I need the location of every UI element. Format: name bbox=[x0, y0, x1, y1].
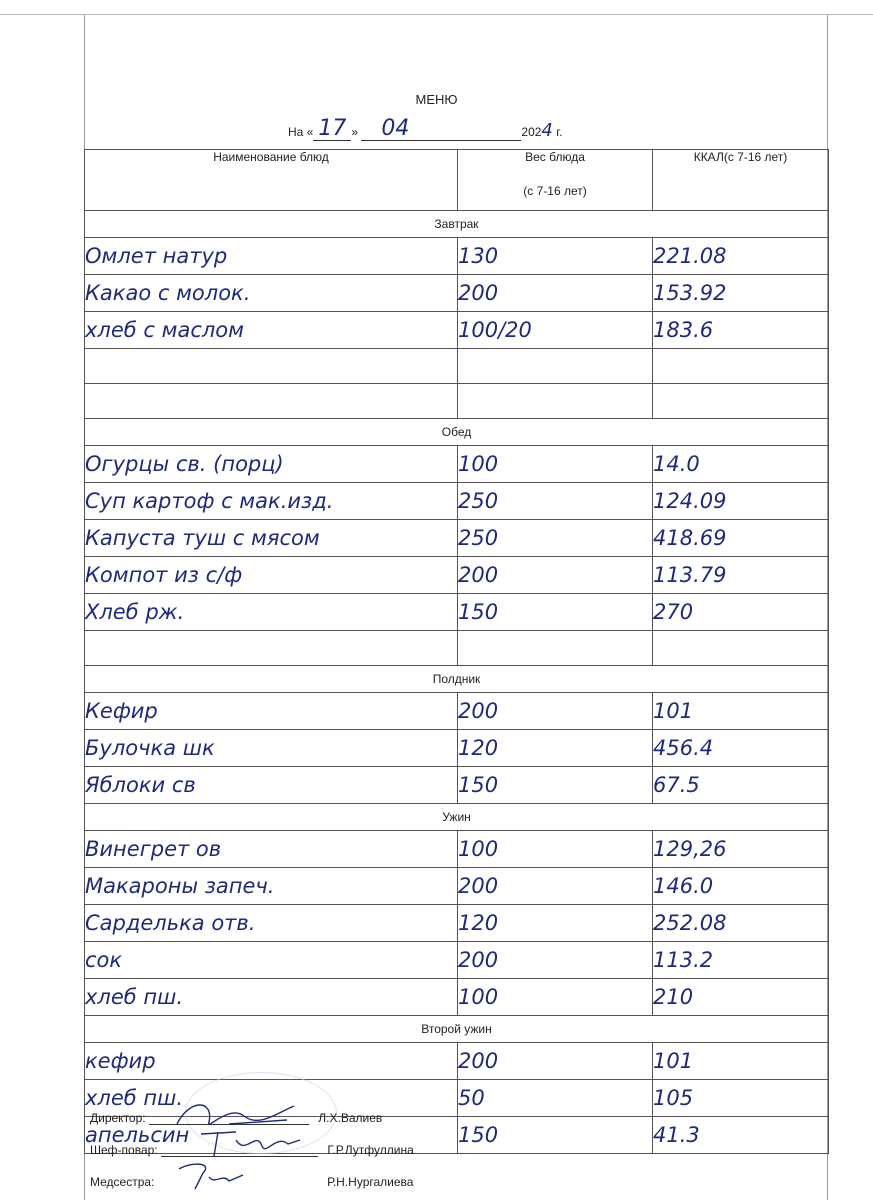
dish-kcal: 101 bbox=[653, 1043, 829, 1080]
dish-kcal: 101 bbox=[653, 693, 829, 730]
dish-name: Суп картоф с мак.изд. bbox=[85, 483, 458, 520]
section-row-dinner bbox=[85, 804, 829, 831]
dish-name: кефир bbox=[85, 1043, 458, 1080]
section-title: Обед bbox=[85, 419, 829, 446]
dish-name: хлеб пш. bbox=[85, 1080, 458, 1117]
empty-cell bbox=[85, 631, 458, 666]
director-label: Директор: bbox=[90, 1111, 146, 1125]
chef-label: Шеф-повар: bbox=[90, 1143, 158, 1157]
dish-weight: 100/20 bbox=[458, 312, 653, 349]
empty-cell bbox=[653, 631, 829, 666]
table-row bbox=[85, 238, 829, 275]
dish-kcal: 113.79 bbox=[653, 557, 829, 594]
dish-name: апельсин bbox=[85, 1117, 458, 1154]
empty-row bbox=[85, 631, 829, 666]
table-row bbox=[85, 483, 829, 520]
dish-name: Какао с молок. bbox=[85, 275, 458, 312]
director-signature-blank bbox=[149, 1110, 309, 1125]
table-row bbox=[85, 831, 829, 868]
empty-cell bbox=[458, 384, 653, 419]
section-row-lunch bbox=[85, 419, 829, 446]
table-row bbox=[85, 767, 829, 804]
dish-name: Винегрет ов bbox=[85, 831, 458, 868]
dish-name: Сарделька отв. bbox=[85, 905, 458, 942]
dish-name: Яблоки св bbox=[85, 767, 458, 804]
nurse-signature bbox=[173, 1159, 253, 1193]
dish-name: сок bbox=[85, 942, 458, 979]
header-weight-sub: (с 7-16 лет) bbox=[523, 184, 587, 198]
dish-kcal: 418.69 bbox=[653, 520, 829, 557]
dish-name: Хлеб рж. bbox=[85, 594, 458, 631]
dish-kcal: 14.0 bbox=[653, 446, 829, 483]
dish-weight: 200 bbox=[458, 693, 653, 730]
dish-kcal: 456.4 bbox=[653, 730, 829, 767]
dish-weight: 100 bbox=[458, 831, 653, 868]
header-kcal: ККАЛ(с 7-16 лет) bbox=[653, 150, 829, 211]
date-suffix: г. bbox=[556, 125, 563, 139]
nurse-name: Р.Н.Нургалиева bbox=[327, 1175, 414, 1189]
table-row bbox=[85, 979, 829, 1016]
date-prefix: На « bbox=[288, 125, 314, 139]
chef-name: Г.Р.Лутфуллина bbox=[327, 1143, 414, 1157]
section-title: Полдник bbox=[85, 666, 829, 693]
section-title: Завтрак bbox=[85, 211, 829, 238]
dish-weight: 100 bbox=[458, 446, 653, 483]
dish-name: Кефир bbox=[85, 693, 458, 730]
table-row bbox=[85, 446, 829, 483]
header-row bbox=[85, 150, 829, 211]
table-row bbox=[85, 594, 829, 631]
empty-row bbox=[85, 384, 829, 419]
section-title: Второй ужин bbox=[85, 1016, 829, 1043]
date-month: 04 bbox=[361, 118, 521, 141]
dish-name: хлеб с маслом bbox=[85, 312, 458, 349]
empty-cell bbox=[653, 384, 829, 419]
date-year-digit: 4 bbox=[541, 120, 553, 141]
empty-cell bbox=[458, 631, 653, 666]
header-weight-label: Вес блюда bbox=[525, 150, 585, 164]
table-row bbox=[85, 730, 829, 767]
empty-cell bbox=[85, 349, 458, 384]
dish-weight: 200 bbox=[458, 1043, 653, 1080]
date-close: » bbox=[351, 125, 359, 139]
dish-weight: 130 bbox=[458, 238, 653, 275]
director-name: Л.Х.Валиев bbox=[318, 1111, 383, 1125]
date-year-prefix: 202 bbox=[521, 125, 542, 139]
section-title: Ужин bbox=[85, 804, 829, 831]
table-row bbox=[85, 868, 829, 905]
empty-cell bbox=[653, 349, 829, 384]
dish-weight: 120 bbox=[458, 905, 653, 942]
dish-name: Капуста туш с мясом bbox=[85, 520, 458, 557]
dish-name: Компот из с/ф bbox=[85, 557, 458, 594]
dish-weight: 120 bbox=[458, 730, 653, 767]
dish-weight: 100 bbox=[458, 979, 653, 1016]
table-row bbox=[85, 312, 829, 349]
table-row bbox=[85, 942, 829, 979]
table-row bbox=[85, 557, 829, 594]
table-row bbox=[85, 693, 829, 730]
dish-weight: 200 bbox=[458, 942, 653, 979]
dish-kcal: 270 bbox=[653, 594, 829, 631]
dish-weight: 150 bbox=[458, 594, 653, 631]
empty-cell bbox=[85, 384, 458, 419]
empty-cell bbox=[458, 349, 653, 384]
date-day: 17 bbox=[313, 118, 351, 141]
dish-kcal: 124.09 bbox=[653, 483, 829, 520]
chef-signature-blank bbox=[161, 1142, 318, 1157]
section-row-breakfast bbox=[85, 211, 829, 238]
menu-table bbox=[84, 149, 829, 1154]
dish-kcal: 252.08 bbox=[653, 905, 829, 942]
dish-weight: 200 bbox=[458, 557, 653, 594]
dish-name: хлеб пш. bbox=[85, 979, 458, 1016]
dish-weight: 200 bbox=[458, 275, 653, 312]
dish-kcal: 105 bbox=[653, 1080, 829, 1117]
header-weight bbox=[458, 150, 653, 211]
dish-kcal: 67.5 bbox=[653, 767, 829, 804]
dish-kcal: 210 bbox=[653, 979, 829, 1016]
dish-kcal: 153.92 bbox=[653, 275, 829, 312]
page-title: МЕНЮ bbox=[415, 92, 458, 107]
dish-name: Макароны запеч. bbox=[85, 868, 458, 905]
date-line bbox=[288, 118, 562, 141]
empty-row bbox=[85, 349, 829, 384]
dish-kcal: 113.2 bbox=[653, 942, 829, 979]
dish-kcal: 221.08 bbox=[653, 238, 829, 275]
chef-signature-line bbox=[90, 1142, 414, 1157]
section-row-snack bbox=[85, 666, 829, 693]
section-row-second_dinner bbox=[85, 1016, 829, 1043]
dish-weight: 150 bbox=[458, 767, 653, 804]
table-row bbox=[85, 1043, 829, 1080]
dish-weight: 50 bbox=[458, 1080, 653, 1117]
dish-weight: 200 bbox=[458, 868, 653, 905]
dish-weight: 250 bbox=[458, 520, 653, 557]
chef-signature bbox=[196, 1126, 306, 1162]
dish-weight: 150 bbox=[458, 1117, 653, 1154]
table-row bbox=[85, 520, 829, 557]
menu-body bbox=[85, 211, 829, 1154]
dish-kcal: 183.6 bbox=[653, 312, 829, 349]
dish-kcal: 129,26 bbox=[653, 831, 829, 868]
dish-name: Булочка шк bbox=[85, 730, 458, 767]
dish-name: Огурцы св. (порц) bbox=[85, 446, 458, 483]
nurse-label: Медсестра: bbox=[90, 1175, 155, 1189]
director-signature-line bbox=[90, 1110, 382, 1125]
dish-kcal: 41.3 bbox=[653, 1117, 829, 1154]
table-row bbox=[85, 905, 829, 942]
nurse-signature-blank bbox=[158, 1175, 318, 1189]
nurse-signature-line bbox=[90, 1175, 413, 1189]
dish-weight: 250 bbox=[458, 483, 653, 520]
table-row bbox=[85, 275, 829, 312]
header-dish-name: Наименование блюд bbox=[85, 150, 458, 211]
dish-name: Омлет натур bbox=[85, 238, 458, 275]
dish-kcal: 146.0 bbox=[653, 868, 829, 905]
